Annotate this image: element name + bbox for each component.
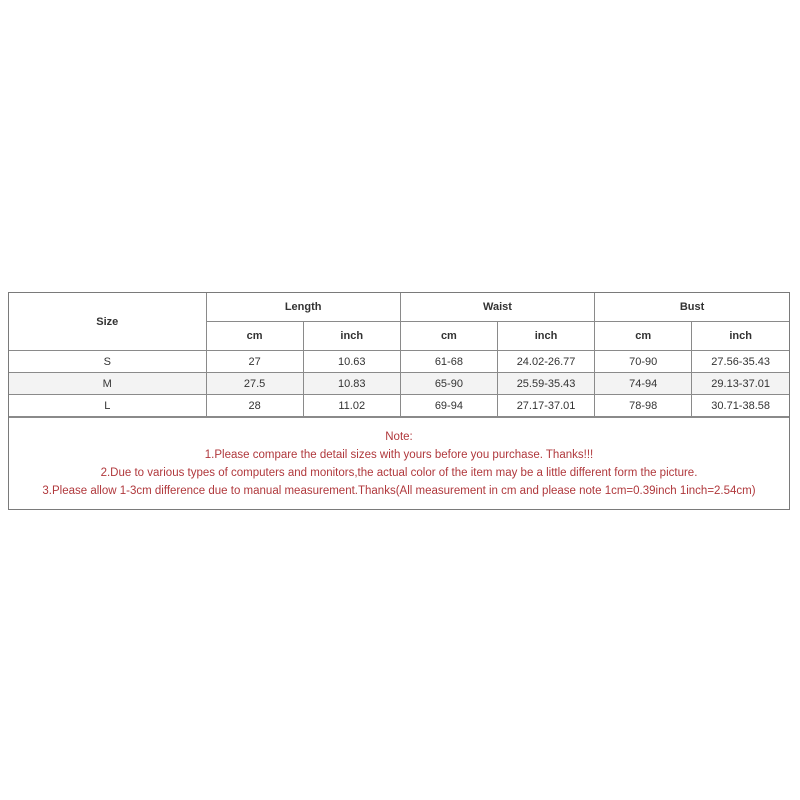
- value-cell: 65-90: [400, 373, 497, 395]
- table-header-row: [9, 293, 789, 322]
- value-cell: 61-68: [400, 351, 497, 373]
- value-cell: 29.13-37.01: [692, 373, 789, 395]
- value-cell: 24.02-26.77: [497, 351, 594, 373]
- value-cell: 11.02: [303, 395, 400, 417]
- value-cell: 27: [206, 351, 303, 373]
- unit-header: inch: [303, 322, 400, 351]
- table-row: [9, 351, 789, 373]
- value-cell: 69-94: [400, 395, 497, 417]
- length-header: Length: [206, 293, 400, 322]
- value-cell: 25.59-35.43: [497, 373, 594, 395]
- value-cell: 27.56-35.43: [692, 351, 789, 373]
- size-cell: M: [9, 373, 206, 395]
- unit-header: cm: [400, 322, 497, 351]
- value-cell: 10.83: [303, 373, 400, 395]
- size-cell: L: [9, 395, 206, 417]
- unit-header: inch: [692, 322, 789, 351]
- unit-header: inch: [497, 322, 594, 351]
- unit-header: cm: [595, 322, 692, 351]
- note-line: 3.Please allow 1-3cm difference due to manual measurement.Thanks(All measurement in cm and please note 1cm=0.39inch 1inch=2.54cm): [42, 484, 756, 497]
- note-title: Note:: [385, 430, 413, 443]
- value-cell: 30.71-38.58: [692, 395, 789, 417]
- notes-section: [9, 417, 789, 509]
- value-cell: 28: [206, 395, 303, 417]
- table-row: [9, 395, 789, 417]
- size-chart: [8, 292, 790, 510]
- value-cell: 27.5: [206, 373, 303, 395]
- size-table: [9, 293, 789, 417]
- value-cell: 78-98: [595, 395, 692, 417]
- value-cell: 27.17-37.01: [497, 395, 594, 417]
- value-cell: 74-94: [595, 373, 692, 395]
- unit-header: cm: [206, 322, 303, 351]
- size-header: Size: [9, 293, 206, 351]
- bust-header: Bust: [595, 293, 789, 322]
- note-line: 1.Please compare the detail sizes with yours before you purchase. Thanks!!!: [204, 448, 594, 461]
- size-cell: S: [9, 351, 206, 373]
- value-cell: 10.63: [303, 351, 400, 373]
- note-line: 2.Due to various types of computers and monitors,the actual color of the item may be a little different form the picture.: [100, 466, 698, 479]
- waist-header: Waist: [400, 293, 594, 322]
- table-row: [9, 373, 789, 395]
- value-cell: 70-90: [595, 351, 692, 373]
